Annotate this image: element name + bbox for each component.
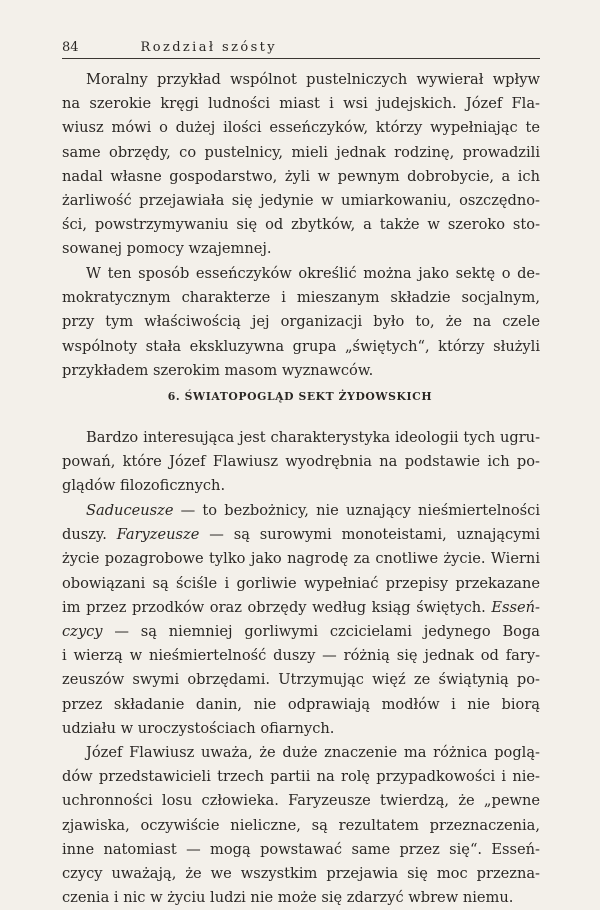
text-line: inne natomiast — mogą powstawać same przez się“. Esseń- [62, 840, 540, 858]
text-line: przez składanie danin, nie odprawiają modłów i nie biorą [62, 695, 540, 713]
text-line: powań, które Józef Flawiusz wyodrębnia na podstawie ich po- [62, 453, 540, 471]
text-line: sowanej pomocy wzajemnej. [62, 240, 272, 258]
paragraph-1 [62, 68, 540, 262]
text-line: przy tym właściwością jej organizacji było to, że na czele [62, 313, 540, 331]
text-line: Józef Flawiusz uważa, że duże znaczenie ma różnica poglą- [86, 744, 540, 761]
running-head: Rozdział szósty [140, 40, 278, 55]
page-number: 84 [62, 40, 79, 55]
text-line: życie pozagrobowe tylko jako nagrodę za cnotliwe życie. Wierni [62, 550, 540, 568]
paragraph-4 [62, 499, 540, 741]
text-line: Bardzo interesująca jest charakterystyka ideologii tych ugru- [86, 429, 540, 446]
text-line: przykładem szerokim masom wyznawców. [62, 361, 374, 379]
paragraph-5 [62, 741, 540, 910]
text-line: zeuszów swymi obrzędami. Utrzymując więź ze świątynią po- [62, 671, 540, 689]
text-line: glądów filozoficznych. [62, 477, 226, 495]
text-line: uchronności losu człowieka. Faryzeusze twierdzą, że „pewne [62, 792, 540, 810]
text-line: czycy uważają, że we wszystkim przejawia się moc przezna- [62, 864, 540, 882]
text-line: wspólnoty stała ekskluzywna grupa „świętych“, którzy służyli [62, 337, 540, 355]
italic-term: czycy [62, 622, 103, 640]
text-line: W ten sposób esseńczyków określić można jako sektę o de- [86, 265, 540, 282]
italic-term: Esseń- [491, 598, 540, 616]
text-line: zjawiska, oczywiście nieliczne, są rezultatem przeznaczenia, [62, 816, 540, 834]
text-line: na szerokie kręgi ludności miast i wsi judejskich. Józef Fla- [62, 95, 540, 113]
text-line: ści, powstrzymywaniu się od zbytków, a także w szeroko sto- [62, 216, 540, 234]
text-line: żarliwość przejawiała się jedynie w umiarkowaniu, oszczędno- [62, 191, 540, 209]
paragraph-2 [62, 262, 540, 383]
text-line: obowiązani są ściśle i gorliwie wypełniać przepisy przekazane [62, 574, 540, 592]
text-line: im przez przodków oraz obrzędy według ksiąg świętych. Esseń- [62, 598, 540, 616]
text-line: dów przedstawicieli trzech partii na rolę przypadkowości i nie- [62, 768, 540, 786]
text-line: mokratycznym charakterze i mieszanym składzie socjalnym, [62, 289, 540, 307]
text-line: udziału w uroczystościach ofiarnych. [62, 719, 335, 737]
text-line: duszy. Faryzeusze — są surowymi monoteistami, uznającymi [62, 526, 540, 544]
text-line: same obrzędy, co pustelnicy, mieli jednak rodzinę, prowadzili [62, 143, 540, 161]
text-line: i wierzą w nieśmiertelność duszy — różnią się jednak od fary- [62, 647, 540, 665]
text-line: wiusz mówi o dużej ilości esseńczyków, którzy wypełniając te [62, 119, 540, 137]
text-line: czenia i nic w życiu ludzi nie może się zdarzyć wbrew niemu. [62, 889, 514, 907]
italic-term: Saduceusze [86, 502, 174, 519]
section-heading: 6. ŚWIATOPOGLĄD SEKT ŻYDOWSKICH [167, 390, 433, 403]
text-line: nadal własne gospodarstwo, żyli w pewnym dobrobycie, a ich [62, 167, 540, 185]
header-rule [62, 58, 540, 59]
italic-term: Faryzeusze [116, 526, 200, 544]
text-line: Saduceusze — to bezbożnicy, nie uznający nieśmiertelności [86, 502, 540, 519]
page-header [62, 40, 540, 55]
text-line: czycy — są niemniej gorliwymi czcicielami jedynego Boga [62, 622, 540, 640]
text-line: Moralny przykład wspólnot pustelniczych wywierał wpływ [86, 71, 540, 88]
paragraph-3 [62, 426, 540, 499]
